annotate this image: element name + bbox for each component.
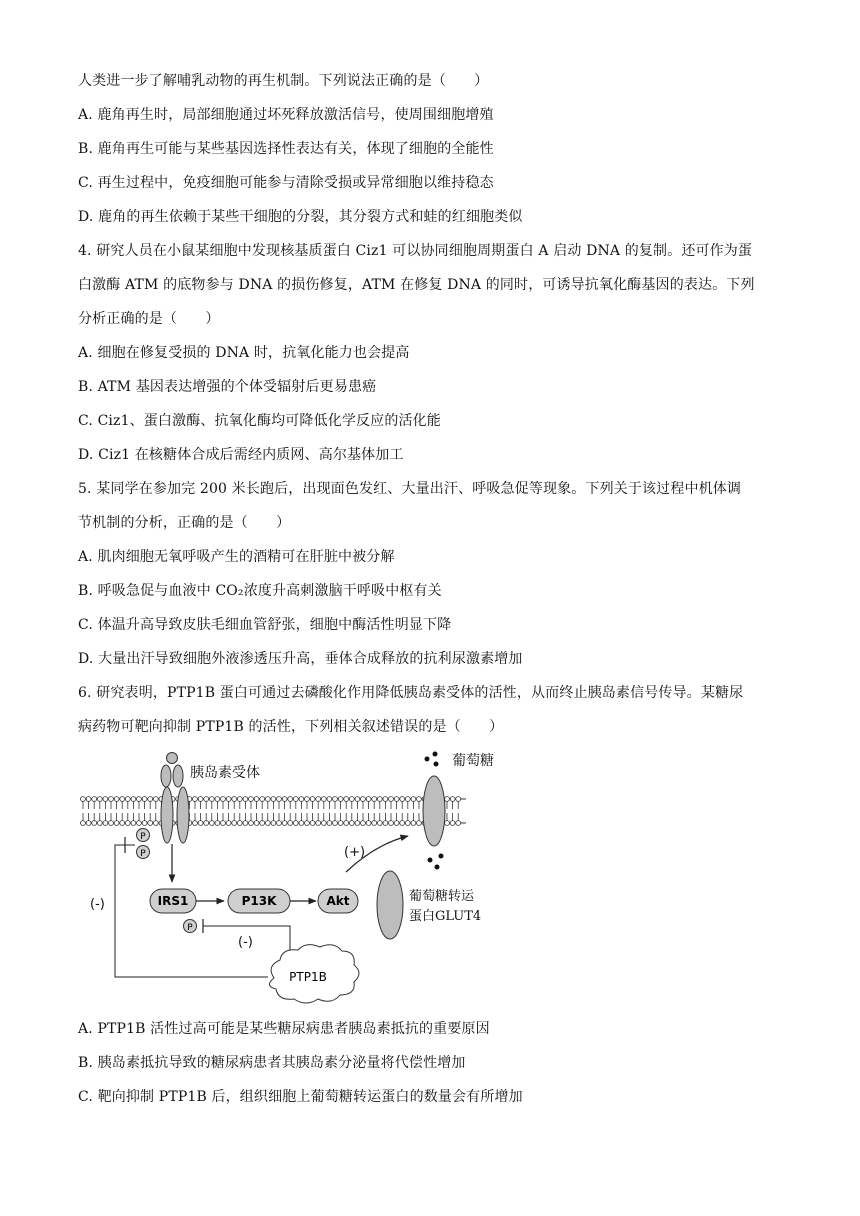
option-b: B. 鹿角再生可能与某些基因选择性表达有关，体现了细胞的全能性 xyxy=(78,141,494,157)
question-4-line1: 4. 研究人员在小鼠某细胞中发现核基质蛋白 Ciz1 可以协同细胞周期蛋白 A 启动 DNA 的复制。还可作为蛋 xyxy=(78,243,753,259)
glut4-membrane xyxy=(423,776,445,846)
glut4-vesicle xyxy=(377,871,403,939)
glut4-label-line1: 葡萄糖转运 xyxy=(409,889,475,904)
option-a: A. PTP1B 活性过高可能是某些糖尿病患者胰岛素抵抗的重要原因 xyxy=(78,1021,490,1037)
option-c: C. 体温升高导致皮肤毛细血管舒张，细胞中酶活性明显下降 xyxy=(78,617,452,633)
question-4-line2: 白激酶 ATM 的底物参与 DNA 的损伤修复，ATM 在修复 DNA 的同时，可诱导抗氧化酶基因的表达。下列 xyxy=(78,277,755,293)
option-c: C. Ciz1、蛋白激酶、抗氧化酶均可降低化学反应的活化能 xyxy=(78,413,441,429)
option-b: B. 胰岛素抵抗导致的糖尿病患者其胰岛素分泌量将代偿性增加 xyxy=(78,1055,466,1071)
option-c: C. 靶向抑制 PTP1B 后，组织细胞上葡萄糖转运蛋白的数量会有所增加 xyxy=(78,1089,523,1105)
option-c: C. 再生过程中，免疫细胞可能参与清除受损或异常细胞以维持稳态 xyxy=(78,175,494,191)
minus-left-label: (-) xyxy=(90,897,105,912)
insulin-signaling-diagram xyxy=(78,740,498,1010)
svg-text:PTP1B: PTP1B xyxy=(289,970,327,984)
svg-text:P: P xyxy=(187,923,193,933)
question-5-line2: 节机制的分析，正确的是（ ） xyxy=(78,515,291,531)
option-a: A. 鹿角再生时，局部细胞通过坏死释放激活信号，使周围细胞增殖 xyxy=(78,107,494,123)
phospho-irs1 xyxy=(184,920,197,934)
glut4-label-line2: 蛋白GLUT4 xyxy=(409,909,482,924)
question-6-line2: 病药物可靶向抑制 PTP1B 的活性，下列相关叙述错误的是（ ） xyxy=(78,719,504,735)
option-d: D. Ciz1 在核糖体合成后需经内质网、高尔基体加工 xyxy=(78,447,404,463)
minus-mid-label: (-) xyxy=(238,935,253,950)
akt-node xyxy=(318,889,358,913)
phospho-receptor xyxy=(137,829,150,860)
svg-text:P: P xyxy=(140,849,146,859)
question-5-line1: 5. 某同学在参加完 200 米长跑后，出现面色发红、大量出汗、呼吸急促等现象。下列关于该过程中机体调 xyxy=(78,481,742,497)
option-b: B. ATM 基因表达增强的个体受辐射后更易患癌 xyxy=(78,379,377,395)
question-6-line1: 6. 研究表明，PTP1B 蛋白可通过去磷酸化作用降低胰岛素受体的活性，从而终止胰岛素信号传导。某糖尿 xyxy=(78,685,744,701)
option-a: A. 细胞在修复受损的 DNA 时，抗氧化能力也会提高 xyxy=(78,345,410,361)
svg-text:IRS1: IRS1 xyxy=(157,894,189,908)
plus-label: (+) xyxy=(344,845,366,860)
svg-text:P13K: P13K xyxy=(241,894,277,908)
cell-membrane xyxy=(80,797,466,826)
option-a: A. 肌肉细胞无氧呼吸产生的酒精可在肝脏中被分解 xyxy=(78,549,395,565)
ptp1b-node xyxy=(269,945,359,1003)
option-b: B. 呼吸急促与血液中 CO₂浓度升高刺激脑干呼吸中枢有关 xyxy=(78,583,442,599)
glucose-label: 葡萄糖 xyxy=(452,753,494,769)
pi3k-node xyxy=(228,889,290,913)
question-4-line3: 分析正确的是（ ） xyxy=(78,311,220,327)
svg-text:P: P xyxy=(140,832,146,842)
svg-text:Akt: Akt xyxy=(326,894,350,908)
option-d: D. 大量出汗导致细胞外液渗透压升高，垂体合成释放的抗利尿激素增加 xyxy=(78,651,523,667)
text-line: 人类进一步了解哺乳动物的再生机制。下列说法正确的是（ ） xyxy=(78,73,489,89)
insulin-receptor-label: 胰岛素受体 xyxy=(190,765,260,781)
option-d: D. 鹿角的再生依赖于某些干细胞的分裂，其分裂方式和蛙的红细胞类似 xyxy=(78,209,523,225)
irs1-node xyxy=(150,889,196,913)
